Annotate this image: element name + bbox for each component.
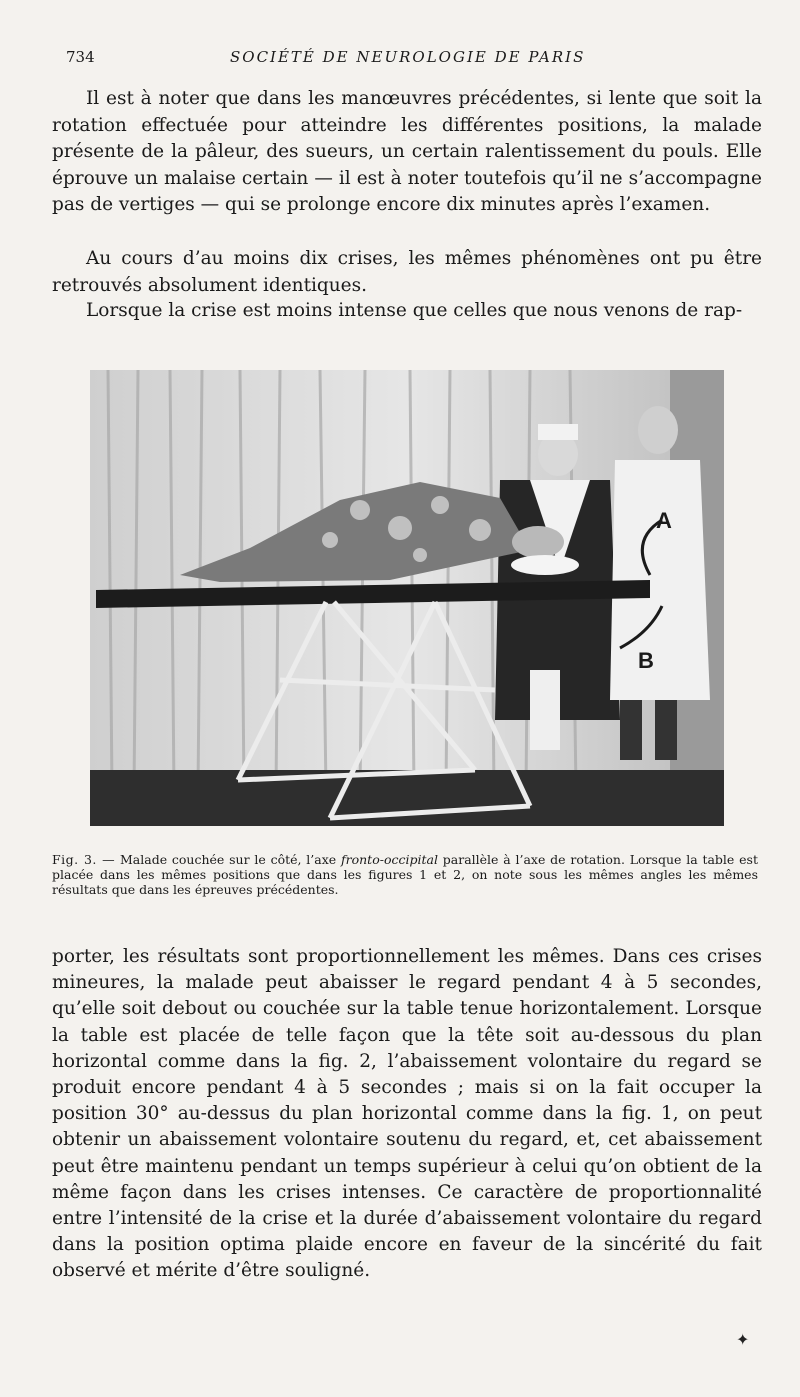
figure-photograph — [90, 370, 724, 826]
paragraph-1: Il est à noter que dans les manœuvres précédentes, si lente que soit la rotation effectuée pour atteindre les différentes positions, la malade présente de la pâleur, des sueurs, un certain ralentissement du pouls. Elle éprouve un malaise certain — il est à noter toutefois qu’il ne s’accompagne pas de vertiges — qui se prolonge encore dix minutes après l’examen. — [52, 88, 762, 216]
figure-caption — [52, 852, 758, 897]
paragraph-continued: porter, les résultats sont proportionnellement les mêmes. Dans ces crises mineures, la malade peut abaisser le regard pendant 4 à 5 secondes, qu’elle soit debout ou couchée sur la table tenue horizontalement. Lorsque la table est placée de telle façon que la tête soit au-dessous du plan horizontal comme dans la fig. 2, l’abaissement volontaire du regard se produit encore pendant 4 à 5 secondes ; mais si on la fait occuper la position 30° au-dessus du plan horizontal comme dans la fig. 1, on peut obtenir un abaissement volontaire soutenu du regard, et, cet abaissement peut être maintenu pendant un temps supérieur à celui qu’on obtient de la même façon dans les crises intenses. Ce caractère de proportionnalité entre l’intensité de la crise et la durée d’abaissement volontaire du regard dans la position optima plaide encore en faveur de la sincérité du fait observé et mérite d’être souligné. — [52, 946, 762, 1282]
caption-text-after: parallèle à l’axe de rotation. Lorsque la table est placée dans les mêmes positions que dans les figures 1 et 2, on note sous les mêmes angles les mêmes résultats que dans les épreuves précédentes. — [52, 852, 758, 897]
floor — [90, 770, 724, 826]
corner-mark: ✦ — [736, 1330, 750, 1349]
page-header — [66, 48, 760, 72]
arrow-label-b: B — [638, 648, 654, 673]
paragraph-3: Lorsque la crise est moins intense que celles que nous venons de rap- — [86, 300, 743, 321]
caption-text-before: Malade couchée sur le côté, l’axe — [120, 852, 337, 867]
caption-label: Fig. 3. — — [52, 852, 116, 867]
paragraph-2: Au cours d’au moins dix crises, les mêmes phénomènes ont pu être retrouvés absolument identiques. — [52, 248, 762, 296]
running-title: SOCIÉTÉ DE NEUROLOGIE DE PARIS — [230, 48, 586, 66]
photo-illustration — [90, 370, 724, 826]
page-number: 734 — [66, 48, 95, 66]
arrow-label-a: A — [656, 508, 672, 533]
caption-italic-term: fronto-occipital — [341, 852, 438, 867]
